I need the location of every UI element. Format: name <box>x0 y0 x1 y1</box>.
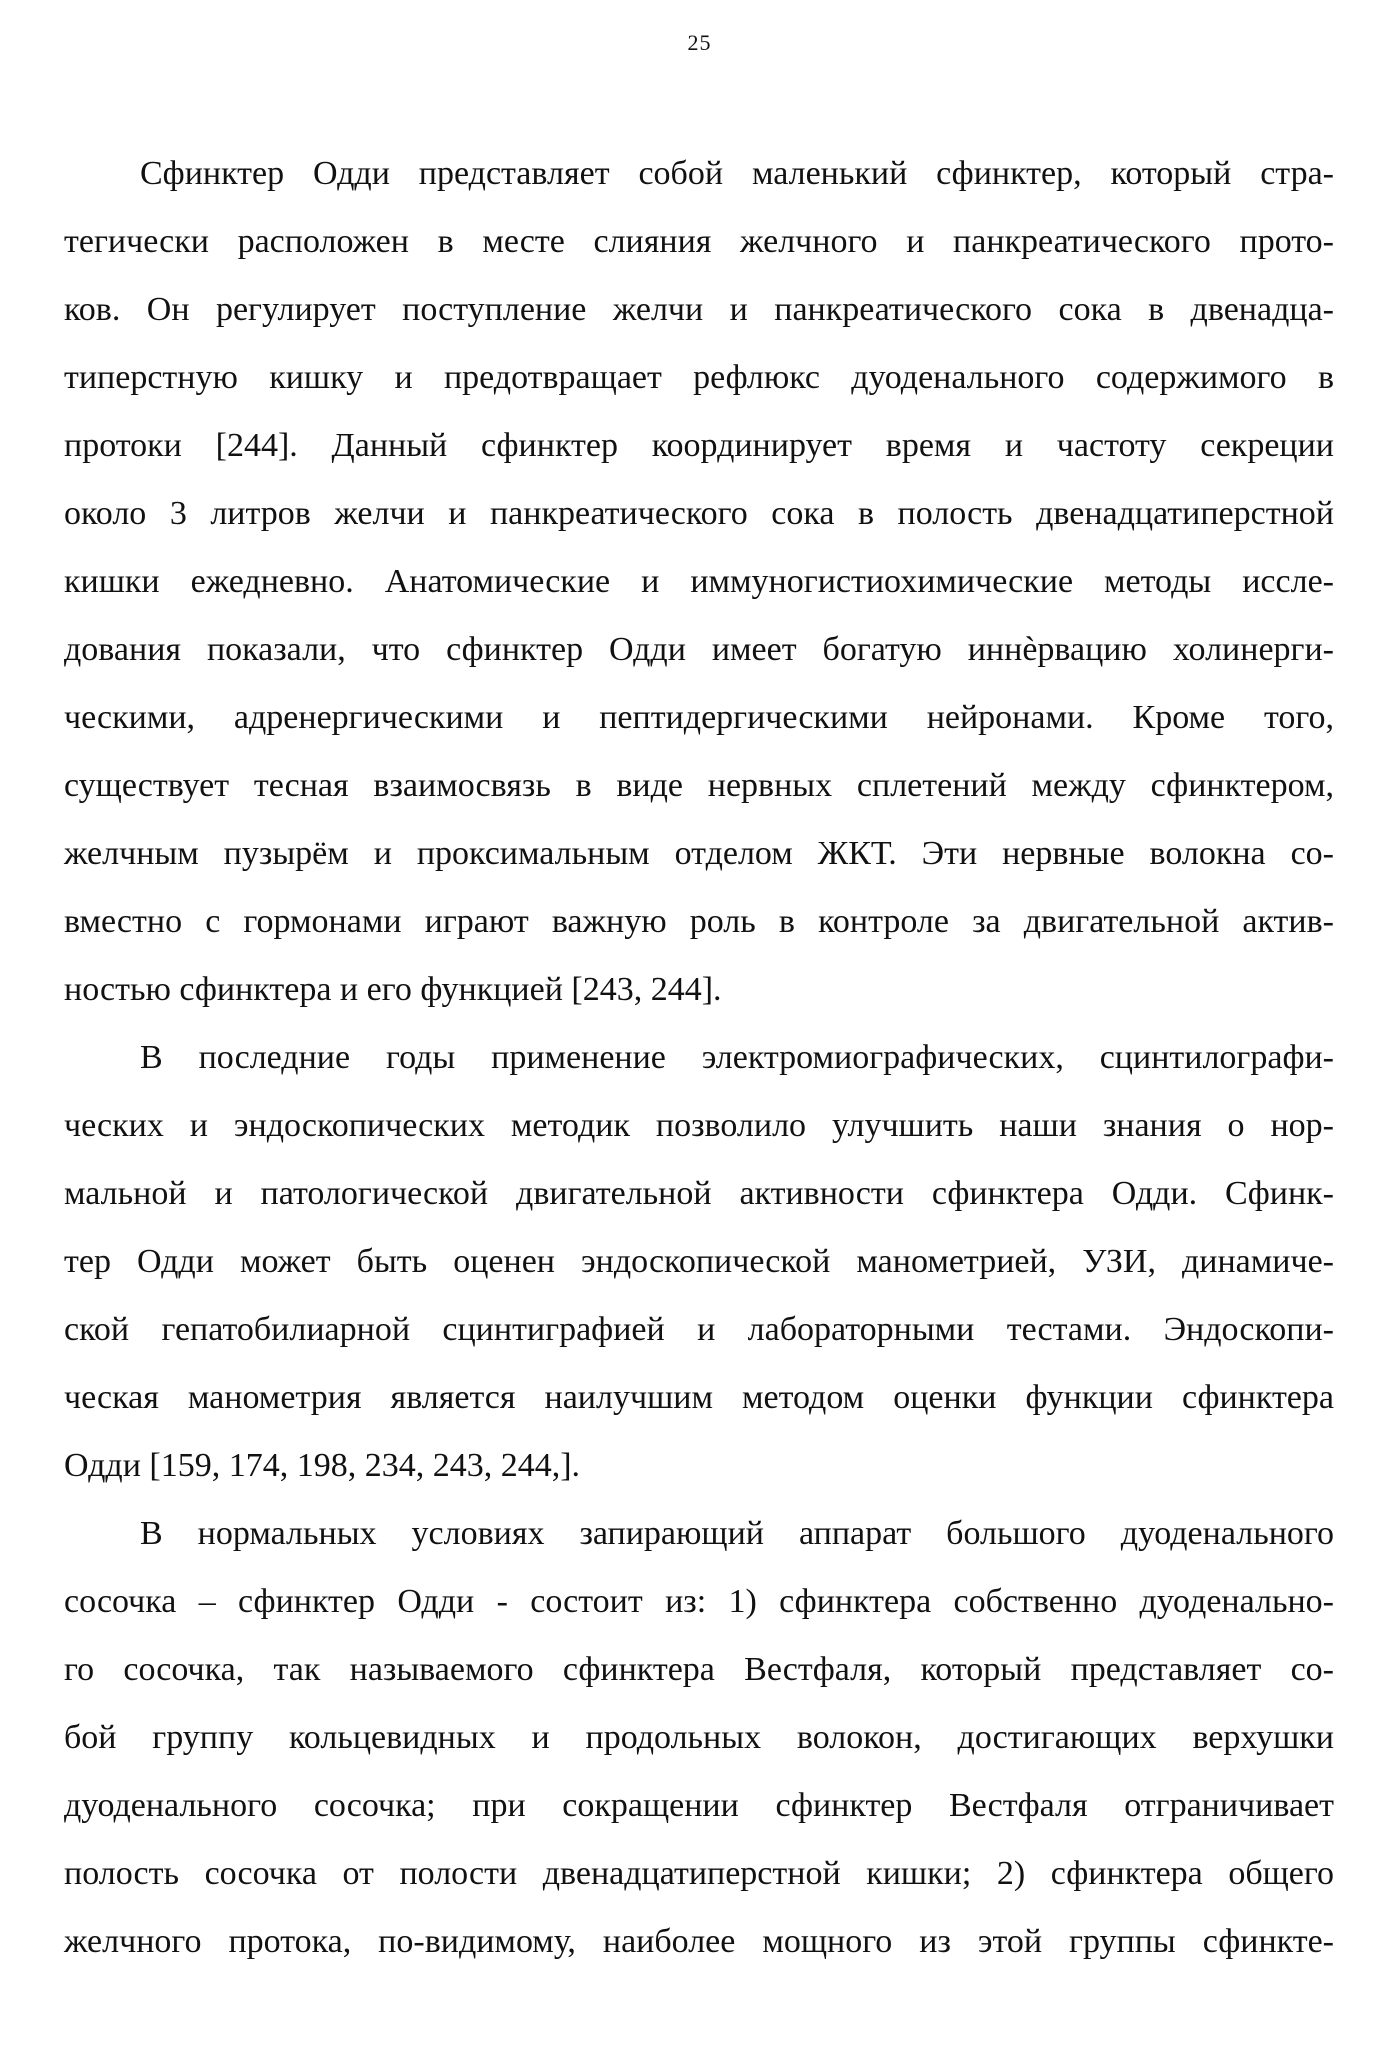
text-line: желчным пузырём и проксимальным отделом ЖКТ. Эти нервные волокна со- <box>64 835 1334 872</box>
text-line: дования показали, что сфинктер Одди имеет богатую иннѐрвацию холинерги- <box>64 631 1334 668</box>
text-line: ческая манометрия является наилучшим методом оценки функции сфинктера <box>64 1379 1334 1416</box>
text-line: ческих и эндоскопических методик позволило улучшить наши знания о нор- <box>64 1107 1334 1144</box>
page-number: 25 <box>687 30 712 55</box>
page-body <box>64 140 1334 1976</box>
text-line: ностью сфинктера и его функцией [243, 244]. <box>64 971 722 1008</box>
text-line: ческими, адренергическими и пептидергическими нейронами. Кроме того, <box>64 699 1334 736</box>
paragraph-3 <box>64 1500 1334 1976</box>
text-line: кишки ежедневно. Анатомические и иммуногистиохимические методы иссле- <box>64 563 1334 600</box>
text-line: сосочка – сфинктер Одди - состоит из: 1) сфинктера собственно дуоденально- <box>64 1583 1334 1620</box>
text-line: полость сосочка от полости двенадцатиперстной кишки; 2) сфинктера общего <box>64 1855 1334 1892</box>
text-line: го сосочка, так называемого сфинктера Вестфаля, который представляет со- <box>64 1651 1334 1688</box>
text-line: тегически расположен в месте слияния желчного и панкреатического прото- <box>64 223 1334 260</box>
text-line: тер Одди может быть оценен эндоскопической манометрией, УЗИ, динамиче- <box>64 1243 1334 1280</box>
text-line: бой группу кольцевидных и продольных волокон, достигающих верхушки <box>64 1719 1334 1756</box>
text-line: Сфинктер Одди представляет собой маленький сфинктер, который стра- <box>140 155 1334 192</box>
text-line: В последние годы применение электромиографических, сцинтилографи- <box>140 1039 1334 1076</box>
text-line: желчного протока, по-видимому, наиболее мощного из этой группы сфинкте- <box>64 1923 1334 1960</box>
text-line: протоки [244]. Данный сфинктер координирует время и частоту секреции <box>64 427 1334 464</box>
paragraph-1 <box>64 140 1334 1024</box>
text-line: вместно с гормонами играют важную роль в контроле за двигательной актив- <box>64 903 1334 940</box>
text-line: ской гепатобилиарной сцинтиграфией и лабораторными тестами. Эндоскопи- <box>64 1311 1334 1348</box>
text-line: мальной и патологической двигательной активности сфинктера Одди. Сфинк- <box>64 1175 1334 1212</box>
text-line: ков. Он регулирует поступление желчи и панкреатического сока в двенадца- <box>64 291 1334 328</box>
text-line: В нормальных условиях запирающий аппарат большого дуоденального <box>140 1515 1334 1552</box>
text-line: дуоденального сосочка; при сокращении сфинктер Вестфаля отграничивает <box>64 1787 1334 1824</box>
text-line: Одди [159, 174, 198, 234, 243, 244,]. <box>64 1447 581 1484</box>
paragraph-2 <box>64 1024 1334 1500</box>
text-line: типерстную кишку и предотвращает рефлюкс дуоденального содержимого в <box>64 359 1334 396</box>
text-line: существует тесная взаимосвязь в виде нервных сплетений между сфинктером, <box>64 767 1334 804</box>
text-line: около 3 литров желчи и панкреатического сока в полость двенадцатиперстной <box>64 495 1334 532</box>
